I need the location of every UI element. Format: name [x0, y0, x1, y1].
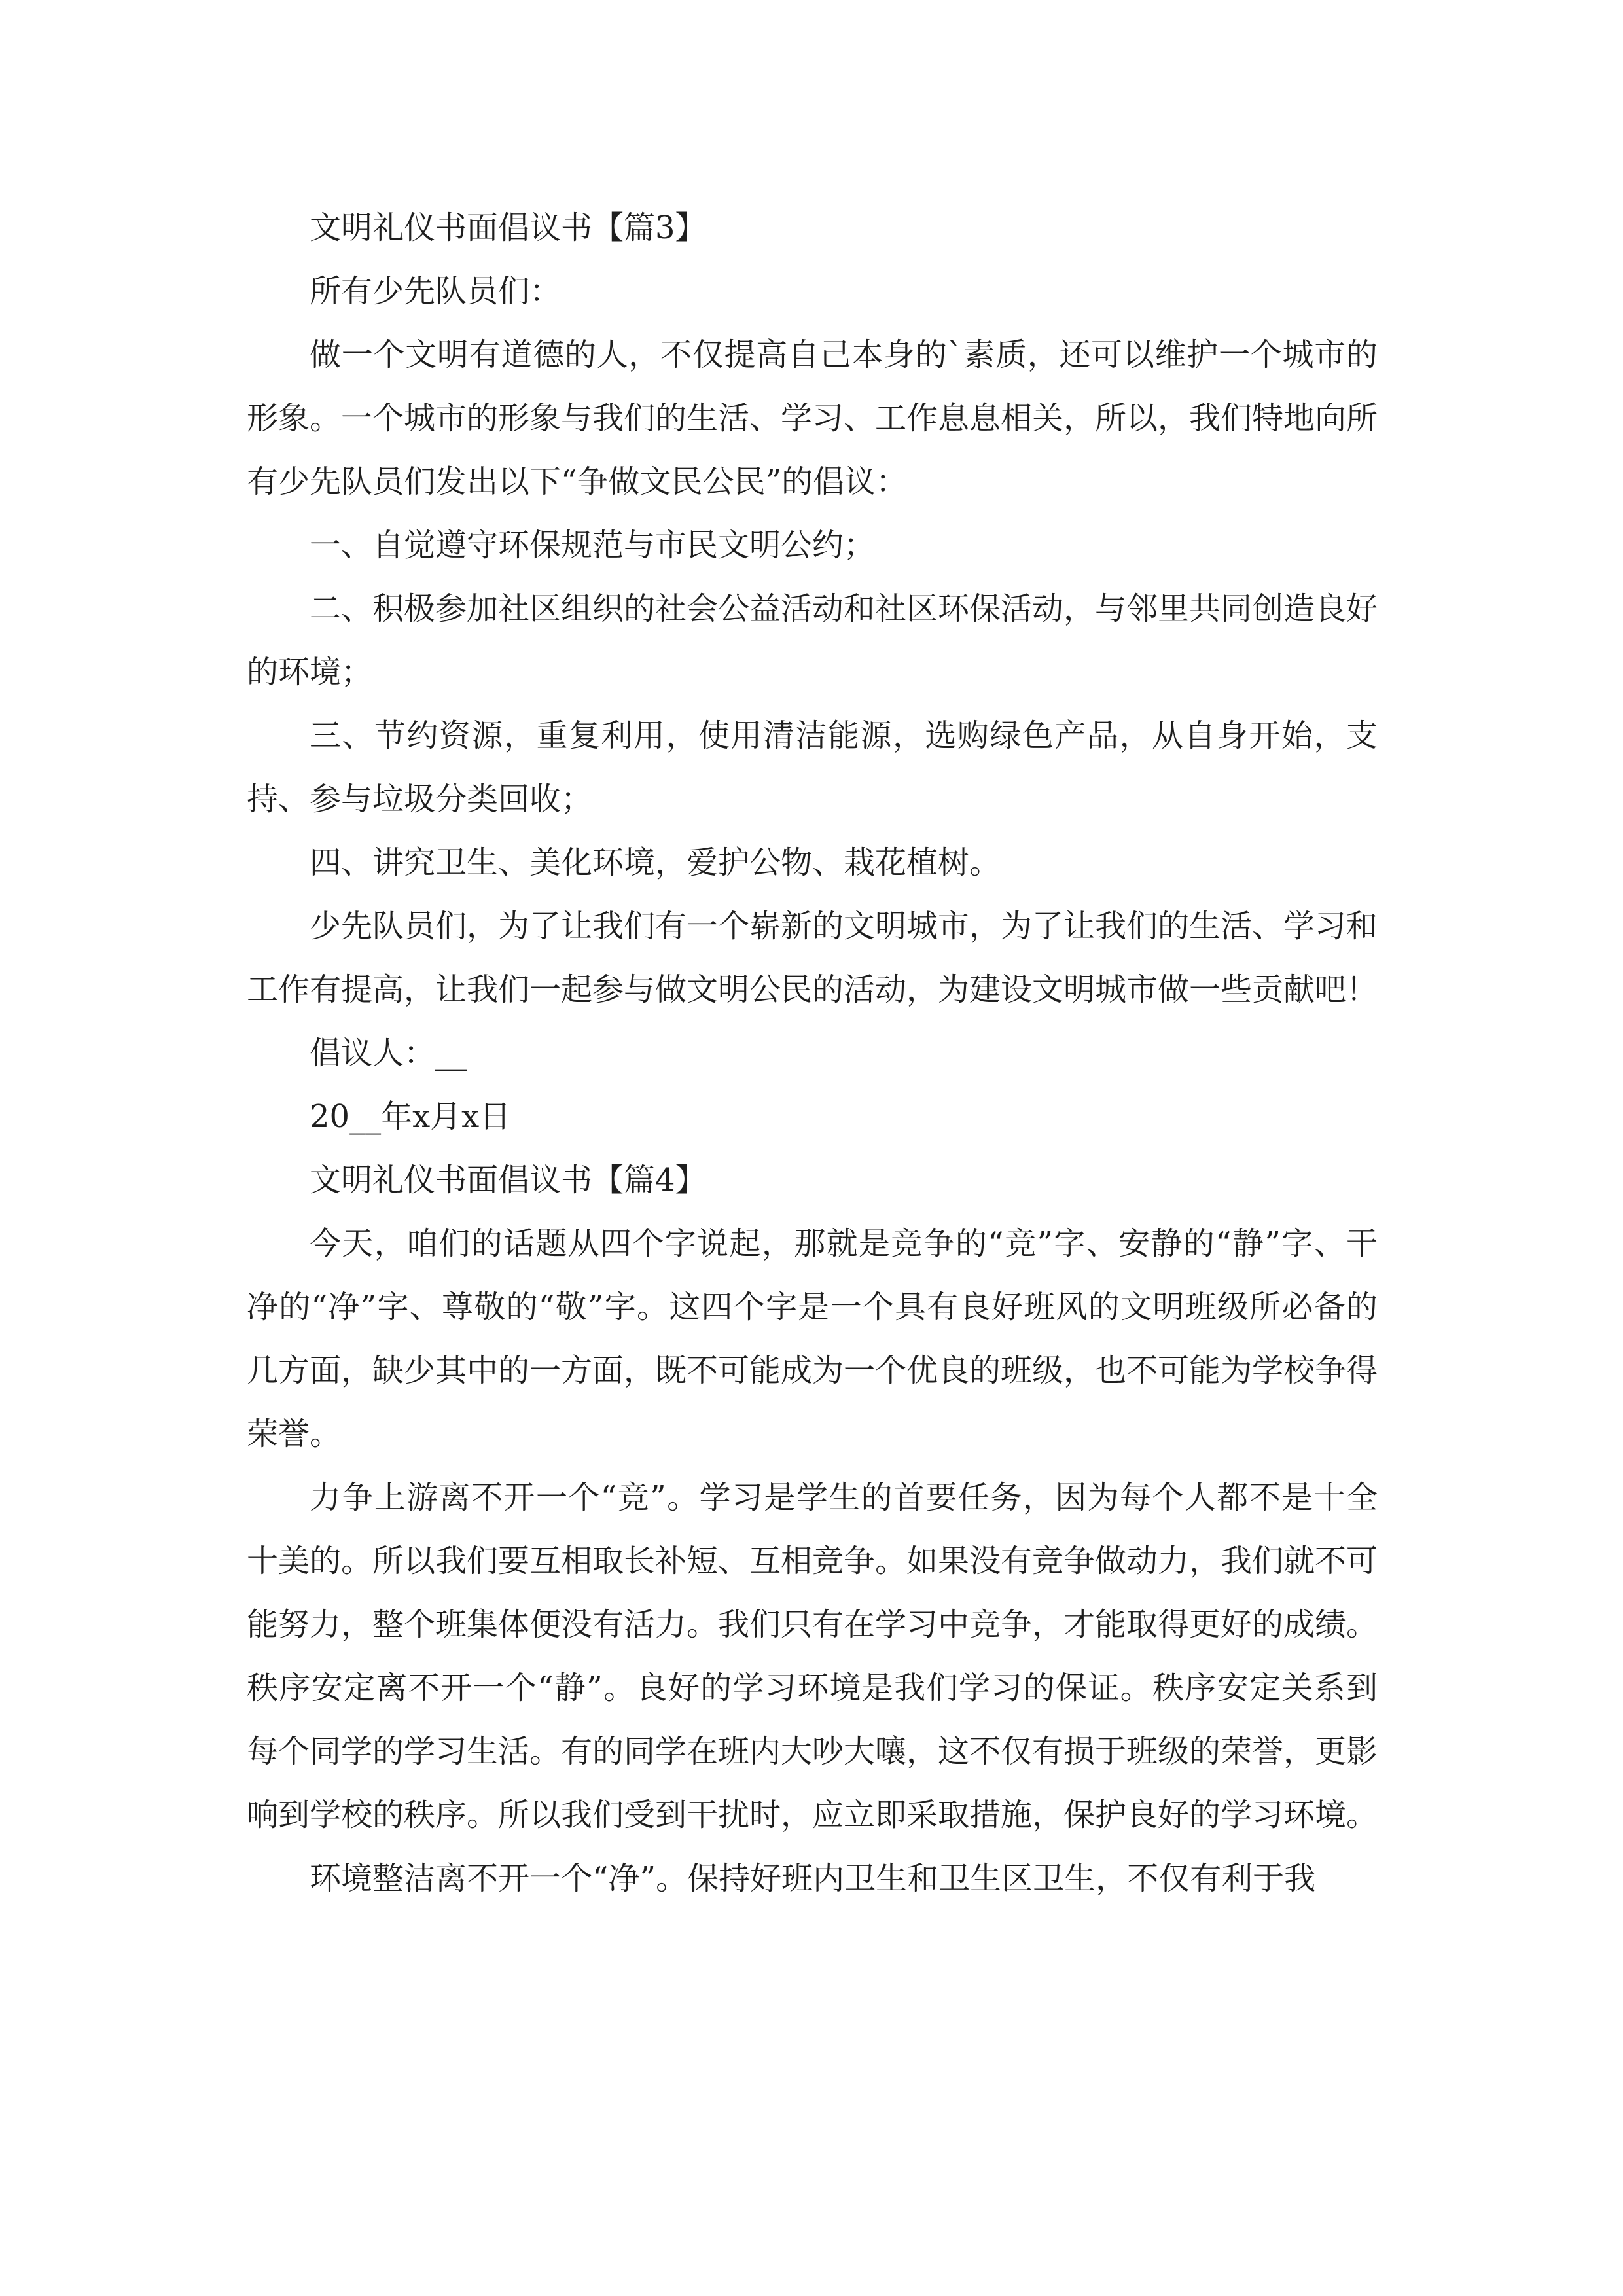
proposal-item-4: 四、讲究卫生、美化环境，爱护公物、栽花植树。 [310, 844, 1001, 881]
date-line: 20__年x月x日 [310, 1098, 511, 1135]
document-body [247, 196, 1378, 1910]
section-heading-4: 文明礼仪书面倡议书【篇4】 [310, 1162, 707, 1198]
paragraph: 今天，咱们的话题从四个字说起，那就是竞争的“竞”字、安静的“静”字、干净的“净”字、尊敬的“敬”字。这四个字是一个具有良好班风的文明班级所必备的几方面，缺少其中的一方面，既不可能成为一个优良的班级，也不可能为学校争得荣誉。 [247, 1225, 1378, 1452]
section-heading-3: 文明礼仪书面倡议书【篇3】 [310, 209, 707, 246]
proposal-item-2: 二、积极参加社区组织的社会公益活动和社区环保活动，与邻里共同创造良好的环境； [247, 590, 1378, 691]
proposal-item-1: 一、自觉遵守环保规范与市民文明公约； [310, 527, 876, 564]
paragraph: 做一个文明有道德的人，不仅提高自己本身的`素质，还可以维护一个城市的形象。一个城市的形象与我们的生活、学习、工作息息相关，所以，我们特地向所有少先队员们发出以下“争做文民公民”的倡议： [247, 336, 1378, 500]
paragraph: 环境整洁离不开一个“净”。保持好班内卫生和卫生区卫生，不仅有利于我 [310, 1860, 1316, 1897]
proposal-item-3: 三、节约资源，重复利用，使用清洁能源，选购绿色产品，从自身开始，支持、参与垃圾分类回收； [247, 717, 1378, 817]
signature-line: 倡议人：__ [310, 1035, 467, 1071]
paragraph: 少先队员们，为了让我们有一个崭新的文明城市，为了让我们的生活、学习和工作有提高，让我们一起参与做文明公民的活动，为建设文明城市做一些贡献吧！ [247, 908, 1378, 1008]
paragraph: 力争上游离不开一个“竞”。学习是学生的首要任务，因为每个人都不是十全十美的。所以我们要互相取长补短、互相竞争。如果没有竞争做动力，我们就不可能努力，整个班集体便没有活力。我们只有在学习中竞争，才能取得更好的成绩。 秩序安定离不开一个“静”。良好的学习环境是我们学习的保证。秩序安定关系到每个同学的学习生活。有的同学在班内大吵大嚷，这不仅有损于班级的荣誉，更影响到学校的秩序。所以我们受到干扰时，应立即采取措施，保护良好的学习环境。 [247, 1479, 1378, 1833]
salutation: 所有少先队员们： [310, 273, 562, 310]
